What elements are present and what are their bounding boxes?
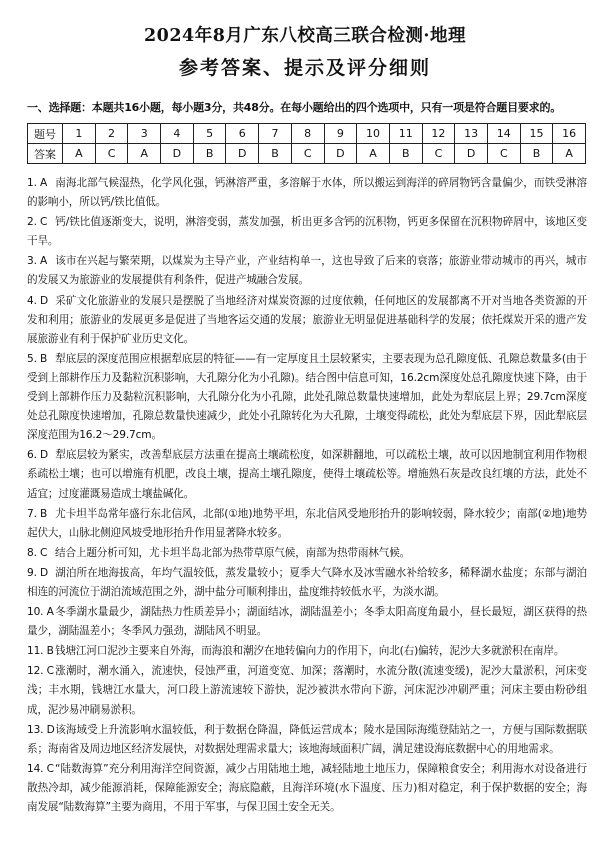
- page-title: 2024年8月广东八校高三联合检测·地理: [144, 26, 466, 46]
- item-text: 钙/铁比值逐渐变大，说明，淋溶变弱，蒸发加强，析出更多含钙的沉积物，钙更多保留在沉积物碎屑中，该地区变干旱。: [27, 216, 587, 248]
- item-text: 冬季湖水量最少，湖陆热力性质差异小；湖面结冰，湖陆温差小；冬季太阳高度角最小，昼长最短，湖区获得的热量少，湖陆温差小；冬季风力强劲，湖陆风不明显。: [27, 606, 587, 638]
- item-number: 7. B: [27, 507, 48, 520]
- item-text: 涨潮时，潮水涌入，流速快，侵蚀严重，河道变宽、加深；落潮时，水流分散(流速变缓)，泥沙大量淤积，河床变浅；丰水期，钱塘江水量大，河口段上游流速较下游快，泥沙被洪水带向下游，河床泥沙冲刷严重；河床主要由粉砂组成，泥沙易冲刷易淤积。: [27, 665, 587, 716]
- item-number: 11. B: [27, 645, 54, 658]
- answer-item: [27, 446, 587, 503]
- item-text: 湖泊所在地海拔高，年均气温较低，蒸发量较小；夏季大气降水及冰雪融水补给较多，稀释湖水盐度；东部与湖泊相连的河流位于湖泊流域范围之外，湖中盐分可顺利排出，盐度维持较低水平，为淡水湖。: [27, 566, 587, 598]
- answer-item: [27, 564, 587, 602]
- item-text: 该海域受上升流影响水温较低，利于数据仓降温，降低运营成本；陵水是国际海缆登陆站之一，方便与国际数据联系；海南省及周边地区经济发展快，对数据处理需求量大；该地海域面积广阔，满足建设海底数据中心的用地需求。: [27, 723, 587, 755]
- item-number: 6. D: [27, 449, 49, 462]
- answer-cell: B: [389, 144, 422, 164]
- answer-cell: B: [259, 144, 292, 164]
- item-text: 该市在兴起与繁荣期，以煤炭为主导产业，产业结构单一，这也导致了后来的衰落；旅游业带动城市的再兴，城市的发展又为旅游业的发展提供有利条件，促进产城融合发展。: [27, 255, 587, 287]
- page-subtitle: 参考答案、提示及评分细则: [178, 57, 431, 79]
- answer-cell: C: [487, 144, 520, 164]
- item-number: 2. C: [27, 216, 48, 229]
- answer-cell: A: [553, 144, 586, 164]
- section-heading: 一、选择题：本题共16小题，每小题3分，共48分。在每小题给出的四个选项中，只有一项是符合题目要求的。: [27, 101, 562, 114]
- item-text: 犁底层较为紧实，改善犁底层方法重在提高土壤疏松度，如深耕翻地，可以疏松土壤，故可以因地制宜利用作物根系疏松土壤；也可以增施有机肥，改良土壤，提高土壤孔隙度，使得土壤疏松等。增施熟石灰是改良红壤的方法，此处不适宜；过度灌溉易造成土壤盐碱化。: [27, 449, 587, 500]
- item-number: 13. D: [27, 723, 55, 736]
- answer-item: [27, 662, 587, 719]
- item-number: 1. A: [27, 177, 48, 189]
- question-number-cell: 13: [455, 124, 488, 144]
- row-label: 题号: [28, 124, 63, 144]
- answer-item: [27, 544, 587, 563]
- question-number-cell: 7: [259, 124, 292, 144]
- item-text: 犁底层的深度范围应根据犁底层的特征——有一定厚度且土层较紧实，主要表现为总孔隙度低、孔隙总数量多(由于受到上部耕作压力及黏粒沉积影响，大孔隙分化为小孔隙)。结合图中信息可知，16.2cm深度处总孔隙度快速下降，由于受到上部耕作压力及黏粒沉积影响，大孔隙分化为小孔隙，此处孔隙总数量快速增加，此处为犁底层上界；29.7cm深度处总孔隙度快速增加，孔隙总数量快速减少，此处小孔隙转化为大孔隙，土壤变得疏松，此处为犁底层下界，因此犁底层深度范围为16.2～29.7cm。: [27, 352, 587, 442]
- item-number: 4. D: [27, 294, 49, 307]
- question-number-cell: 15: [520, 124, 553, 144]
- item-number: 12. C: [27, 665, 54, 678]
- answer-cell: C: [291, 144, 324, 164]
- answer-item: [27, 350, 587, 445]
- item-text: 采矿文化旅游业的发展只是摆脱了当地经济对煤炭资源的过度依赖，任何地区的发展都离不开对当地各类资源的开发和利用；旅游业的发展更多是促进了当地客运交通的发展；旅游业无明显促进基础科学的发展；依托煤炭开采的遗产发展旅游业有利于保护矿业历史文化。: [27, 294, 587, 345]
- answer-item: [27, 603, 587, 641]
- item-number: 8. C: [27, 546, 48, 559]
- answer-item: [27, 760, 587, 817]
- answer-cell: D: [324, 144, 357, 164]
- answer-cell: B: [193, 144, 226, 164]
- item-text: 钱塘江河口泥沙主要来自外海，而海浪和潮汐在地转偏向力的作用下，向北(右)偏转，泥沙大多就淤积在南岸。: [55, 645, 565, 658]
- answer-cell: C: [95, 144, 128, 164]
- item-number: 5. B: [27, 352, 48, 365]
- answer-explanations: [27, 174, 587, 818]
- answer-item: [27, 642, 587, 661]
- answer-table: [27, 123, 586, 164]
- answer-cell: B: [520, 144, 553, 164]
- question-number-cell: 3: [128, 124, 161, 144]
- item-text: 尤卡坦半岛常年盛行东北信风，北部(①地)地势平坦，东北信风受地形抬升的影响较弱，降水较少；南部(②地)地势起伏大，山脉北侧迎风坡受地形抬升作用显著降水较多。: [27, 507, 587, 539]
- row-label: 答案: [28, 144, 63, 164]
- answer-cell: A: [128, 144, 161, 164]
- question-number-cell: 11: [389, 124, 422, 144]
- answer-cell: A: [63, 144, 96, 164]
- question-number-cell: 8: [291, 124, 324, 144]
- answer-item: [27, 505, 587, 543]
- answer-cell: D: [161, 144, 194, 164]
- answer-item: [27, 292, 587, 349]
- question-number-cell: 14: [487, 124, 520, 144]
- question-number-cell: 1: [63, 124, 96, 144]
- answer-item: [27, 174, 587, 212]
- answer-cell: D: [226, 144, 259, 164]
- item-number: 9. D: [27, 566, 49, 579]
- answer-item: [27, 213, 587, 251]
- item-text: 南海北部气候湿热，化学风化强，钙淋溶严重，多溶解于水体，所以搬运到海洋的碎屑物钙含量偏少，而铁受淋溶的影响小，所以钙/铁比值低。: [27, 177, 587, 209]
- item-text: 结合上题分析可知，尤卡坦半岛北部为热带草原气候，南部为热带雨林气候。: [55, 546, 411, 559]
- question-number-cell: 9: [324, 124, 357, 144]
- question-number-cell: 10: [357, 124, 390, 144]
- question-number-cell: 2: [95, 124, 128, 144]
- item-text: “陆数海算”充分利用海洋空间资源，减少占用陆地土地，减轻陆地土地压力，保障粮食安全；利用海水对设备进行散热冷却，减少能源消耗，保障能源安全；海底隐蔽，且海洋环境(水下温度、压力)相对稳定，利于保护数据的安全；海南发展“陆数海算”主要为商用，不用于军事，与保卫国土安全无关。: [27, 762, 587, 813]
- question-number-cell: 6: [226, 124, 259, 144]
- item-number: 10. A: [27, 606, 54, 619]
- answer-row: [28, 144, 586, 164]
- question-number-row: [28, 124, 586, 144]
- answer-item: [27, 721, 587, 759]
- answer-item: [27, 252, 587, 290]
- answer-cell: C: [422, 144, 455, 164]
- answer-cell: D: [455, 144, 488, 164]
- item-number: 3. A: [27, 255, 48, 268]
- answer-cell: A: [357, 144, 390, 164]
- question-number-cell: 4: [161, 124, 194, 144]
- question-number-cell: 5: [193, 124, 226, 144]
- question-number-cell: 12: [422, 124, 455, 144]
- question-number-cell: 16: [553, 124, 586, 144]
- item-number: 14. C: [27, 762, 54, 775]
